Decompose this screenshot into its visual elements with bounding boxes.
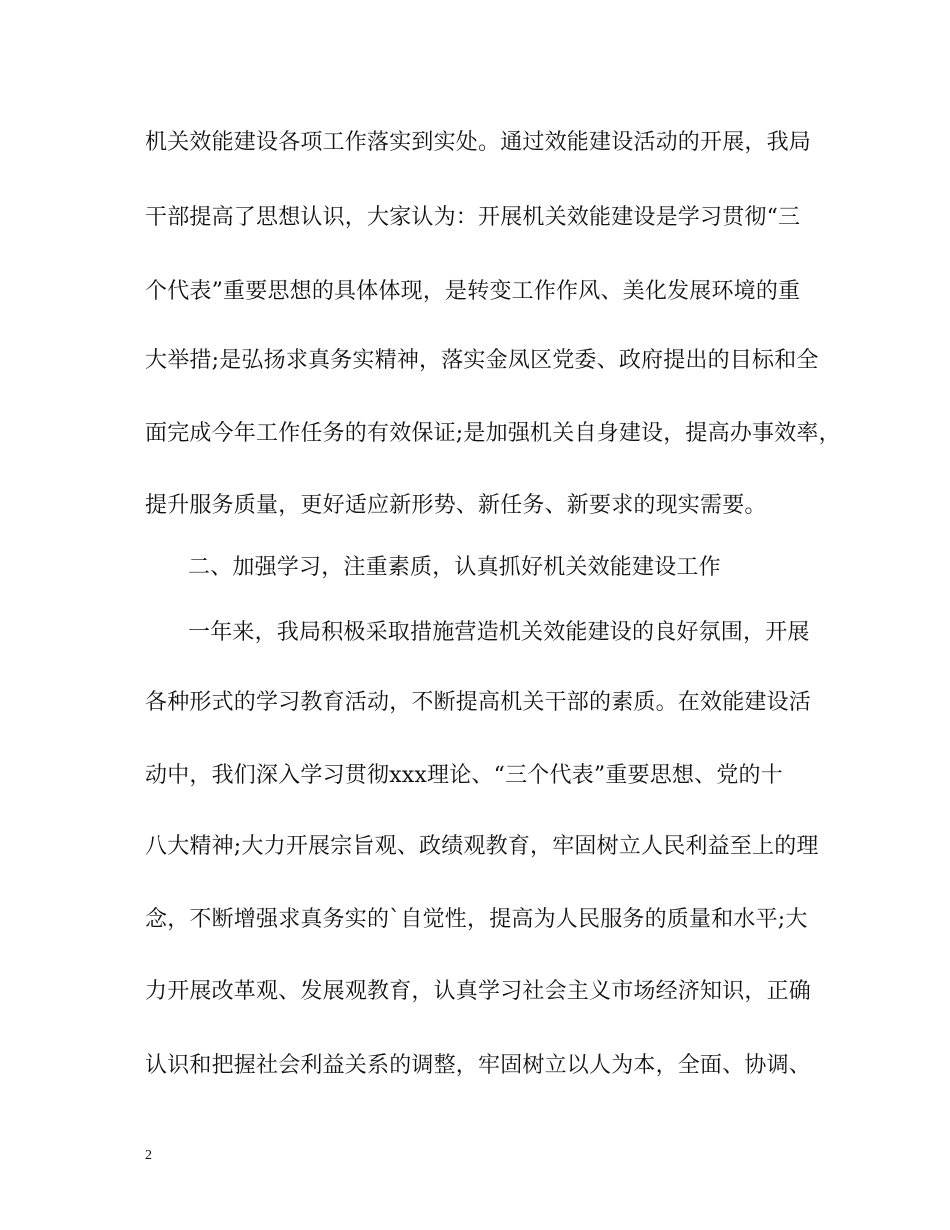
paragraph-line-2: 干部提高了思想认识，大家认为：开展机关效能建设是学习贯彻“三 [145,205,801,230]
section-heading: 二、加强学习，注重素质，认真抓好机关效能建设工作 [188,555,721,580]
paragraph-line-4: 大举措;是弘扬求真务实精神，落实金凤区党委、政府提出的目标和全 [145,348,819,373]
paragraph-line-5: 面完成今年工作任务的有效保证;是加强机关自身建设，提高办事效率， [145,421,841,446]
paragraph-line-8: 各种形式的学习教育活动，不断提高机关干部的素质。在效能建设活 [145,690,812,715]
paragraph-line-7: 一年来，我局积极采取措施营造机关效能建设的良好氛围，开展 [188,620,810,645]
paragraph-line-11: 念，不断增强求真务实的`自觉性，提高为人民服务的质量和水平;大 [145,907,808,932]
paragraph-line-1: 机关效能建设各项工作落实到实处。通过效能建设活动的开展，我局 [145,130,812,155]
paragraph-line-6: 提升服务质量，更好适应新形势、新任务、新要求的现实需要。 [145,493,767,518]
paragraph-line-13: 认识和把握社会利益关系的调整，牢固树立以人为本，全面、协调、 [145,1053,812,1078]
page-number: 2 [145,1148,152,1163]
paragraph-line-10: 八大精神;大力开展宗旨观、政绩观教育，牢固树立人民利益至上的理 [145,834,819,859]
paragraph-line-12: 力开展改革观、发展观教育，认真学习社会主义市场经济知识，正确 [145,979,812,1004]
paragraph-line-3: 个代表”重要思想的具体体现，是转变工作作风、美化发展环境的重 [145,279,801,304]
paragraph-line-9: 动中，我们深入学习贯彻xxx理论、“三个代表”重要思想、党的十 [145,763,783,788]
